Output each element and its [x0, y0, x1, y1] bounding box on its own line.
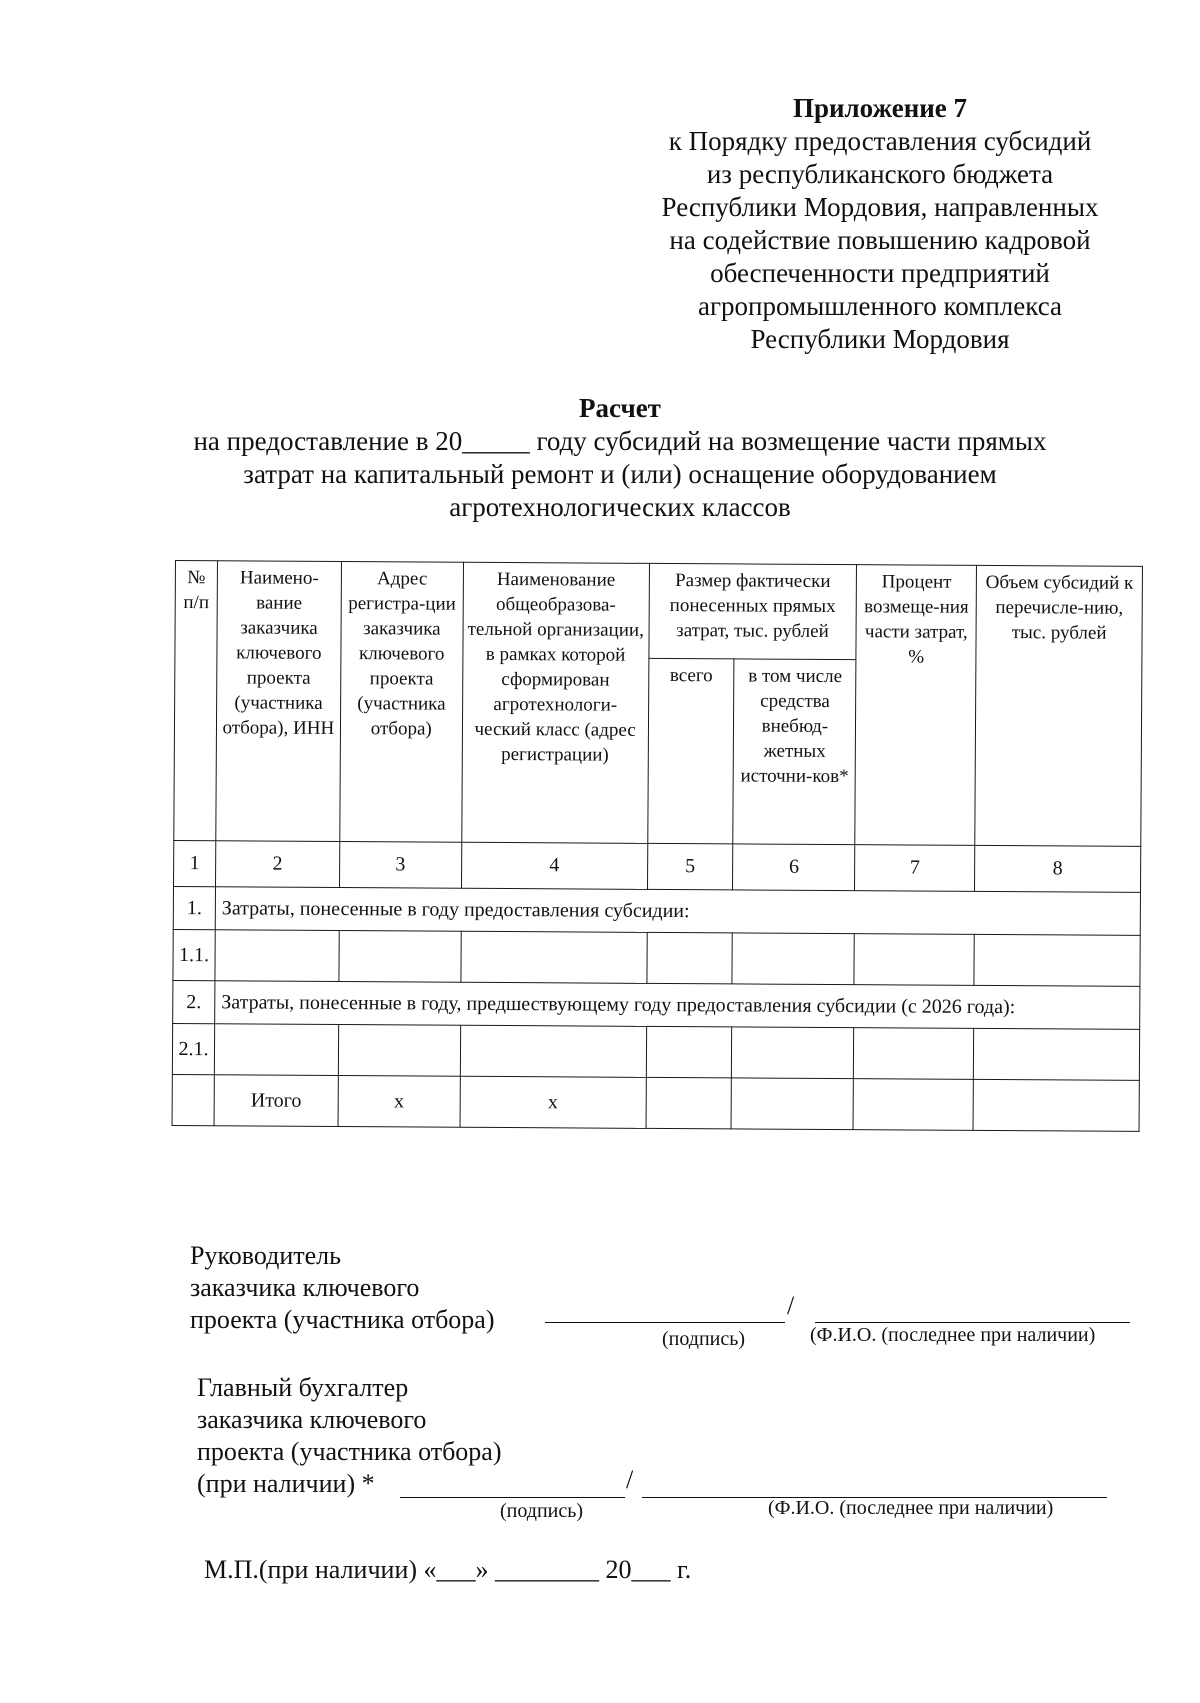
total-row: [172, 1074, 1139, 1131]
table-cell[interactable]: [732, 1027, 854, 1079]
header-row: [175, 561, 1143, 662]
table-cell: [172, 1074, 214, 1125]
table-cell[interactable]: [974, 934, 1140, 986]
calculation-line: на предоставление в 20_____ году субсидий на возмещение части прямых: [193, 426, 1047, 456]
section-text: Затраты, понесенные в году предоставления субсидии:: [215, 887, 1140, 936]
table-cell[interactable]: [854, 934, 974, 986]
table-row: [172, 1023, 1139, 1080]
column-number: 2: [215, 841, 339, 888]
appendix-line: на содействие повышению кадровой: [669, 225, 1091, 255]
section-text: Затраты, понесенные в году, предшествующему году предоставления субсидии (с 2026 года):: [215, 981, 1140, 1030]
column-number: 5: [647, 843, 733, 890]
total-x-mark: x: [338, 1076, 460, 1128]
section-row: [173, 886, 1140, 935]
table-cell[interactable]: [460, 1025, 646, 1077]
header-cell-organization: Наименование общеобразова-тельной организации, в рамках которой сформирован агротехнологи-ческий класс (адрес регистрации): [462, 562, 650, 843]
header-cell-costs: Размер фактически понесенных прямых затрат, тыс. рублей: [648, 563, 856, 659]
calculation-heading: [130, 392, 1110, 524]
section-number: 1.: [173, 886, 215, 929]
head-label-line: проекта (участника отбора): [190, 1305, 495, 1334]
table-cell[interactable]: [732, 933, 854, 985]
accountant-fio-caption: (Ф.И.О. (последнее при наличии): [768, 1497, 1054, 1519]
section-row: [173, 980, 1140, 1029]
calculation-title: Расчет: [579, 393, 661, 423]
head-fio-caption: (Ф.И.О. (последнее при наличии): [810, 1324, 1096, 1346]
appendix-line: Республики Мордовия, направленных: [661, 192, 1099, 222]
column-number: 7: [855, 845, 975, 892]
column-numbers-row: [174, 840, 1141, 892]
accountant-label-line: заказчика ключевого: [197, 1405, 427, 1434]
table-cell[interactable]: [461, 931, 647, 983]
column-number: 8: [975, 845, 1141, 892]
appendix-line: обеспеченности предприятий: [710, 258, 1050, 288]
column-number: 1: [174, 840, 216, 886]
table-cell[interactable]: [215, 930, 339, 982]
table-cell[interactable]: [731, 1078, 853, 1130]
calculation-line: затрат на капитальный ремонт и (или) оснащение оборудованием: [243, 459, 997, 489]
accountant-label-line: проекта (участника отбора): [197, 1437, 502, 1466]
appendix-line: из республиканского бюджета: [706, 159, 1054, 189]
calculation-line: агротехнологических классов: [449, 492, 791, 522]
row-number: 2.1.: [172, 1023, 214, 1074]
column-number: 6: [733, 844, 855, 891]
calculation-table: [172, 560, 1143, 1132]
table-cell[interactable]: [646, 1077, 732, 1129]
total-x-mark: x: [460, 1076, 646, 1128]
accountant-slash: /: [626, 1465, 634, 1494]
appendix-title: Приложение 7: [792, 93, 968, 123]
column-number: 3: [339, 842, 461, 889]
table-cell[interactable]: [974, 1028, 1140, 1080]
table-cell[interactable]: [214, 1024, 338, 1076]
accountant-label-line: (при наличии) *: [197, 1469, 375, 1498]
header-cell-customer: Наимено-вание заказчика ключевого проекта (участника отбора), ИНН: [216, 561, 342, 842]
head-signature-line[interactable]: [545, 1322, 785, 1323]
column-number: 4: [461, 842, 647, 889]
table-cell[interactable]: [854, 1028, 974, 1080]
table-cell[interactable]: [853, 1079, 973, 1131]
appendix-header: [600, 92, 1160, 356]
accountant-sign-caption: (подпись): [500, 1500, 584, 1522]
head-sign-caption: (подпись): [662, 1328, 746, 1350]
header-cell-subsidy: Объем субсидий к перечисле-нию, тыс. рублей: [975, 565, 1143, 846]
head-signature-label: [190, 1240, 495, 1336]
accountant-label-line: Главный бухгалтер: [197, 1373, 409, 1402]
header-cell-offbudget: в том числе средства внебюд-жетных источни-ков*: [733, 659, 856, 845]
table-row: [173, 929, 1140, 986]
total-label: Итого: [214, 1075, 338, 1127]
appendix-line: Республики Мордовия: [750, 324, 1010, 354]
stamp-date-line: М.П.(при наличии) «___» ________ 20___ г.: [204, 1555, 692, 1584]
head-label-line: заказчика ключевого: [190, 1273, 420, 1302]
appendix-line: агропромышленного комплекса: [698, 291, 1062, 321]
header-cell-total: всего: [647, 658, 734, 844]
header-cell-address: Адрес регистра-ции заказчика ключевого проекта (участника отбора): [340, 562, 464, 843]
table-cell[interactable]: [338, 1025, 460, 1077]
accountant-signature-label: [197, 1372, 502, 1500]
header-cell-percent: Процент возмеще-ния части затрат, %: [855, 565, 977, 846]
section-number: 2.: [173, 980, 215, 1023]
table-cell[interactable]: [339, 931, 461, 983]
head-slash: /: [787, 1291, 795, 1320]
accountant-signature-line[interactable]: [400, 1497, 625, 1498]
row-number: 1.1.: [173, 929, 215, 980]
head-fio-line[interactable]: [815, 1322, 1130, 1323]
table-cell[interactable]: [646, 1026, 732, 1078]
table-cell[interactable]: [973, 1079, 1139, 1131]
header-cell-number: № п/п: [174, 561, 218, 841]
appendix-line: к Порядку предоставления субсидий: [668, 126, 1092, 156]
table-cell[interactable]: [647, 932, 733, 984]
head-label-line: Руководитель: [190, 1241, 341, 1270]
